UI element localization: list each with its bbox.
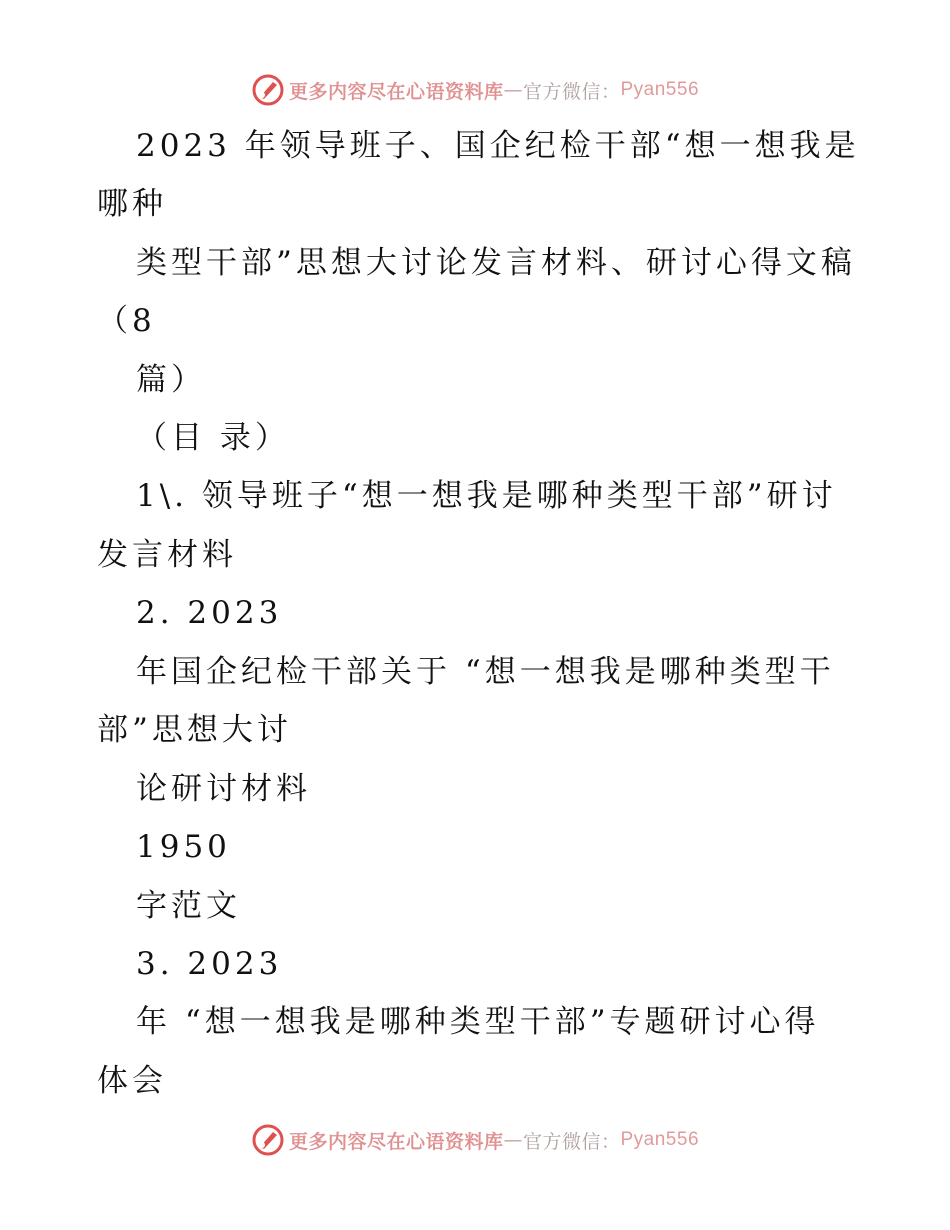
footer-dash: — [503,1129,523,1151]
title-line: （8 [97,303,156,339]
toc-item: 论研讨材料 [136,771,311,807]
title-line: 类型干部”思想大讨论发言材料、研讨心得文稿 [136,245,856,281]
toc-item: 1\. 领导班子“想一想我是哪种类型干部”研讨 [136,478,837,514]
quill-logo-icon [251,1123,285,1157]
header-text: 更多内容尽在心语资料库 [288,80,504,103]
toc-item: 年 “想一想我是哪种类型干部”专题研讨心得 [136,1004,820,1040]
toc-item: 发言材料 [97,537,237,573]
toc-item: 部”思想大讨 [97,712,292,748]
toc-item: 字范文 [136,888,241,924]
toc-heading: （目 录） [136,420,290,456]
toc-item: 体会 [97,1063,167,1099]
footer-text: 更多内容尽在心语资料库 [288,1130,504,1153]
footer-wechat-id: Pyan556 [620,1129,700,1150]
title-line: 2023 年领导班子、国企纪检干部“想一想我是 [136,128,860,164]
footer-wechat-label: 官方微信： [522,1130,621,1153]
header-wechat-label: 官方微信： [522,80,621,103]
title-line: 篇） [136,362,206,398]
toc-item: 3. 2023 [136,946,283,982]
header-dash: — [503,79,523,101]
toc-item: 2. 2023 [136,595,283,631]
title-line: 哪种 [97,186,167,222]
footer-banner [0,1120,950,1160]
header-wechat-id: Pyan556 [620,79,700,100]
toc-item: 1950 [136,829,231,865]
toc-item: 年国企纪检干部关于 “想一想我是哪种类型干 [136,654,835,690]
